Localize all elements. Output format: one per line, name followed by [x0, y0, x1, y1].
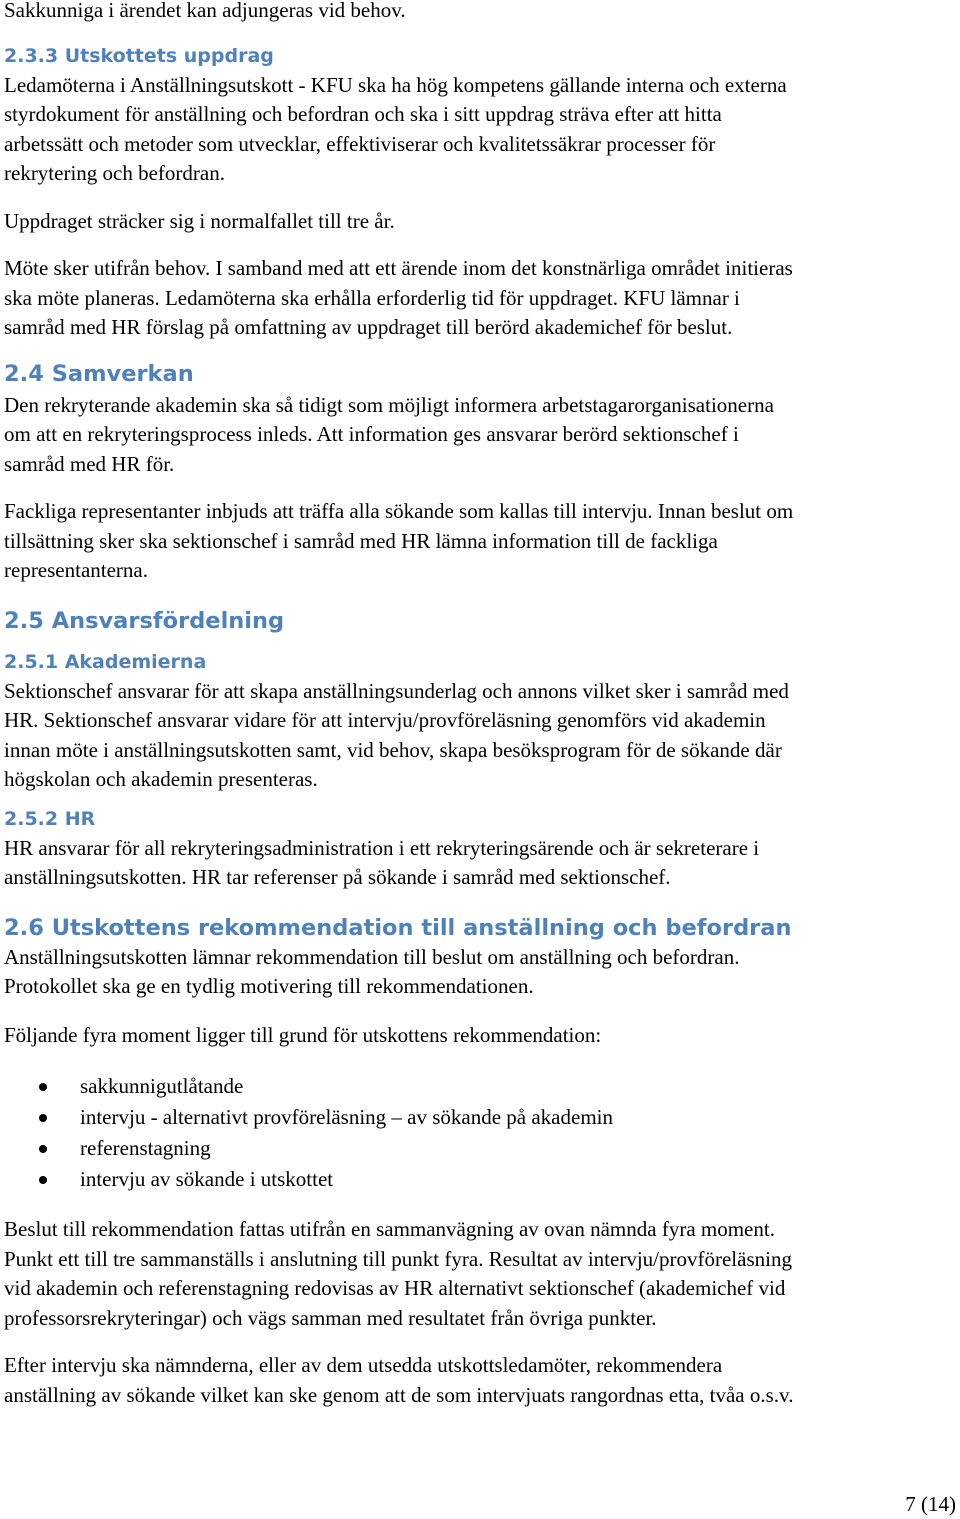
text-line: samråd med HR förslag på omfattning av uppdraget till berörd akademichef för beslut.: [4, 315, 733, 339]
text-line: rekrytering och befordran.: [4, 161, 225, 185]
paragraph-mote: [4, 254, 956, 343]
heading-2-3-3: 2.3.3 Utskottets uppdrag: [4, 44, 274, 67]
text-line: högskolan och akademin presenteras.: [4, 767, 318, 791]
text-line: Ledamöterna i Anställningsutskott - KFU ska ha hög kompetens gällande interna och externa: [4, 72, 787, 97]
heading-2-4: 2.4 Samverkan: [4, 360, 194, 387]
list-item: [4, 1164, 956, 1195]
list-item: [4, 1102, 956, 1133]
list-item-text: intervju - alternativt provföreläsning – av sökande på akademin: [80, 1105, 613, 1129]
text-line: professorsrekryteringar) och vägs samman med resultatet från övriga punkter.: [4, 1305, 657, 1330]
text-line: samråd med HR för.: [4, 451, 175, 476]
text-line: HR. Sektionschef ansvarar vidare för att intervju/provföreläsning genomförs vid akademin: [4, 708, 766, 732]
text-line: Den rekryterande akademin ska så tidigt som möjligt informera arbetstagarorganisationerna: [4, 392, 774, 417]
paragraph-beslut: [4, 1215, 956, 1333]
paragraph-utskottets-uppdrag: [4, 71, 956, 189]
paragraph-hr: [4, 834, 956, 893]
text-line: arbetssätt och metoder som utvecklar, effektiviserar och kvalitetssäkrar processer för: [4, 131, 716, 156]
text-line: Efter intervju ska nämnderna, eller av dem utsedda utskottsledamöter, rekommendera: [4, 1353, 723, 1377]
text-line: vid akademin och referenstagning redovisas av HR alternativt sektionschef (akademichef vid: [4, 1276, 786, 1300]
text-line: representanterna.: [4, 558, 148, 582]
text-line: Punkt ett till tre sammanställs i anslutning till punkt fyra. Resultat av intervju/provföreläsning: [4, 1246, 792, 1271]
bullet-icon: [39, 1083, 47, 1091]
text-line: tillsättning sker ska sektionschef i samråd med HR lämna information till de fackliga: [4, 528, 718, 553]
text-line: om att en rekryteringsprocess inleds. Att information ges ansvarar berörd sektionschef i: [4, 422, 739, 446]
paragraph-samverkan-2: [4, 497, 956, 586]
paragraph-rekommendation: [4, 943, 956, 1002]
text-line: HR ansvarar för all rekryteringsadministration i ett rekryteringsärende och är sekreterare i: [4, 835, 760, 860]
text-line: Protokollet ska ge en tydlig motivering till rekommendationen.: [4, 974, 534, 998]
bullet-icon: [39, 1145, 47, 1153]
paragraph: Sakkunniga i ärendet kan adjungeras vid behov.: [4, 0, 406, 22]
paragraph: Uppdraget sträcker sig i normalfallet till tre år.: [4, 208, 395, 233]
list-item: [4, 1071, 956, 1102]
list-item: [4, 1133, 956, 1164]
list-item-text: referenstagning: [80, 1136, 211, 1160]
text-line: anställningsutskotten. HR tar referenser på sökande i samråd med sektionschef.: [4, 865, 671, 889]
text-line: Sektionschef ansvarar för att skapa anställningsunderlag och annons vilket sker i samråd med: [4, 678, 789, 703]
list-item-text: intervju av sökande i utskottet: [80, 1167, 334, 1191]
document-page: [4, 0, 956, 1410]
paragraph-efter-intervju: [4, 1351, 956, 1410]
text-line: Möte sker utifrån behov. I samband med att ett ärende inom det konstnärliga området initieras: [4, 256, 793, 280]
heading-2-5-2: 2.5.2 HR: [4, 807, 96, 830]
text-line: Fackliga representanter inbjuds att träffa alla sökande som kallas till intervju. Innan beslut om: [4, 499, 794, 523]
text-line: anställning av sökande vilket kan ske genom att de som intervjuats rangordnas etta, tvåa o.s.v.: [4, 1382, 794, 1407]
text-line: innan möte i anställningsutskotten samt, vid behov, skapa besöksprogram för de sökande där: [4, 737, 782, 762]
list-item-text: sakkunnigutlåtande: [80, 1074, 244, 1098]
paragraph-akademierna: [4, 677, 956, 795]
paragraph: Följande fyra moment ligger till grund för utskottens rekommendation:: [4, 1022, 602, 1047]
page-number: 7 (14): [905, 1492, 956, 1516]
bullet-icon: [39, 1114, 47, 1122]
bullet-icon: [39, 1176, 47, 1184]
heading-2-5-1: 2.5.1 Akademierna: [4, 650, 207, 673]
heading-2-6: 2.6 Utskottens rekommendation till anställning och befordran: [4, 914, 792, 941]
heading-2-5: 2.5 Ansvarsfördelning: [4, 607, 285, 634]
paragraph-samverkan-1: [4, 391, 956, 480]
bullet-list: [4, 1071, 956, 1195]
text-line: ska möte planeras. Ledamöterna ska erhålla erforderlig tid för uppdraget. KFU lämnar i: [4, 285, 740, 310]
text-line: Beslut till rekommendation fattas utifrån en sammanvägning av ovan nämnda fyra moment.: [4, 1217, 775, 1241]
text-line: Anställningsutskotten lämnar rekommendation till beslut om anställning och befordran.: [4, 944, 740, 969]
text-line: styrdokument för anställning och befordran och ska i sitt uppdrag sträva efter att hitta: [4, 102, 722, 126]
